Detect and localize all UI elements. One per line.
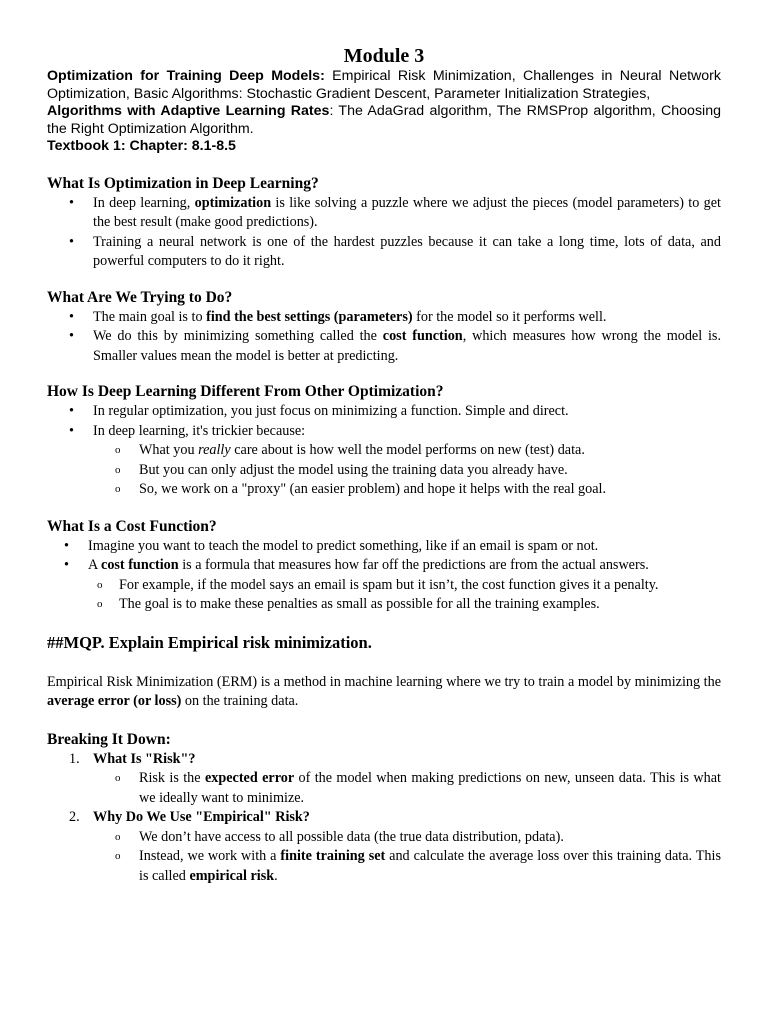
list-item: • Training a neural network is one of the hardest puzzles because it can take a long time, lots of data, and powerful computers to do it right.: [69, 233, 721, 269]
list-item: • In deep learning, optimization is like solving a puzzle where we adjust the pieces (model parameters) to get the best result (make good predictions).: [69, 194, 721, 230]
intro-topics: [47, 68, 721, 103]
section-list-optimization: [47, 194, 721, 272]
sub-list-item: o Risk is the expected error of the model when making predictions on new, unseen data. This is what we ideally want to minimize.: [115, 770, 721, 806]
section-heading-optimization: What Is Optimization in Deep Learning?: [47, 174, 319, 192]
bullet-icon: •: [69, 233, 74, 250]
section-heading-difference: How Is Deep Learning Different From Other Optimization?: [47, 383, 444, 400]
section-list-breakdown: [47, 750, 721, 887]
bullet-icon: •: [69, 308, 74, 325]
circle-bullet-icon: o: [115, 463, 121, 476]
list-item: • A cost function is a formula that measures how far off the predictions are from the actual answers.: [47, 556, 721, 576]
circle-bullet-icon: o: [115, 483, 121, 495]
intro-adaptive-label: Algorithms with Adaptive Learning Rates: [47, 103, 330, 119]
section-heading-goal: What Are We Trying to Do?: [47, 288, 233, 306]
section-list-difference: [47, 402, 721, 500]
list-item: • Imagine you want to teach the model to predict something, like if an email is spam or not.: [47, 537, 721, 557]
number-marker: 1.: [69, 750, 80, 767]
list-item: • The main goal is to find the best settings (parameters) for the model so it performs well.: [47, 308, 721, 328]
circle-bullet-icon: o: [115, 830, 121, 843]
circle-bullet-icon: o: [115, 444, 121, 456]
bullet-icon: •: [69, 422, 74, 439]
circle-bullet-icon: o: [115, 772, 121, 784]
section-list-cost-function: [47, 537, 721, 615]
numbered-item: 2. Why Do We Use "Empirical" Risk?: [47, 808, 721, 828]
sub-list-item: o For example, if the model says an email is spam but it isn’t, the cost function gives it a penalty.: [47, 576, 721, 596]
list-item: • In deep learning, it's trickier because:: [47, 422, 721, 442]
circle-bullet-icon: o: [97, 578, 103, 591]
circle-bullet-icon: o: [115, 850, 121, 862]
circle-bullet-icon: o: [97, 598, 103, 610]
textbook-reference-text: Textbook 1: Chapter: 8.1-8.5: [47, 138, 236, 154]
textbook-reference: [47, 138, 721, 156]
number-marker: 2.: [69, 809, 80, 825]
intro-topics-label: Optimization for Training Deep Models:: [47, 68, 325, 84]
sub-list-item: o Instead, we work with a finite training set and calculate the average loss over this training data. This is called empirical risk.: [115, 848, 721, 884]
erm-paragraph: Empirical Risk Minimization (ERM) is a method in machine learning where we try to train a model by minimizing the average error (or loss) on the training data.: [47, 673, 721, 709]
bullet-icon: •: [64, 537, 69, 554]
list-item: • We do this by minimizing something called the cost function, which measures how wrong the model is. Smaller values mean the model is better at predicting.: [69, 328, 721, 364]
intro-topics-text: Empirical Risk Minimization, Challenges in Neural Network Optimization, Basic Algorithms: Stochastic Gradient Descent, Parameter Initialization Strategies,: [47, 68, 721, 102]
section-heading-breakdown: Breaking It Down:: [47, 730, 171, 748]
numbered-item: 1. What Is "Risk"?: [47, 750, 721, 770]
bullet-icon: •: [64, 557, 69, 573]
section-heading-cost-function: What Is a Cost Function?: [47, 517, 217, 535]
page-title: Module 3: [343, 45, 425, 67]
sub-list-item: o We don’t have access to all possible data (the true data distribution, pdata).: [47, 828, 721, 848]
intro-adaptive-text: : The AdaGrad algorithm, The RMSProp algorithm, Choosing the Right Optimization Algorithm.: [47, 103, 721, 137]
sub-list-item: o But you can only adjust the model using the training data you already have.: [47, 461, 721, 481]
sub-list-item: o The goal is to make these penalties as small as possible for all the training examples.: [47, 595, 721, 615]
bullet-icon: •: [69, 194, 74, 211]
bullet-icon: •: [69, 328, 74, 344]
section-list-goal: [47, 308, 721, 367]
document-page: [47, 44, 721, 886]
sub-list-item: o What you really care about is how well the model performs on new (test) data.: [47, 441, 721, 461]
list-item: • In regular optimization, you just focus on minimizing a function. Simple and direct.: [47, 402, 721, 422]
bullet-icon: •: [69, 403, 74, 419]
intro-adaptive: [47, 103, 721, 138]
sub-list-item: o So, we work on a "proxy" (an easier problem) and hope it helps with the real goal.: [47, 480, 721, 500]
section-heading-erm: ##MQP. Explain Empirical risk minimization.: [47, 632, 372, 652]
